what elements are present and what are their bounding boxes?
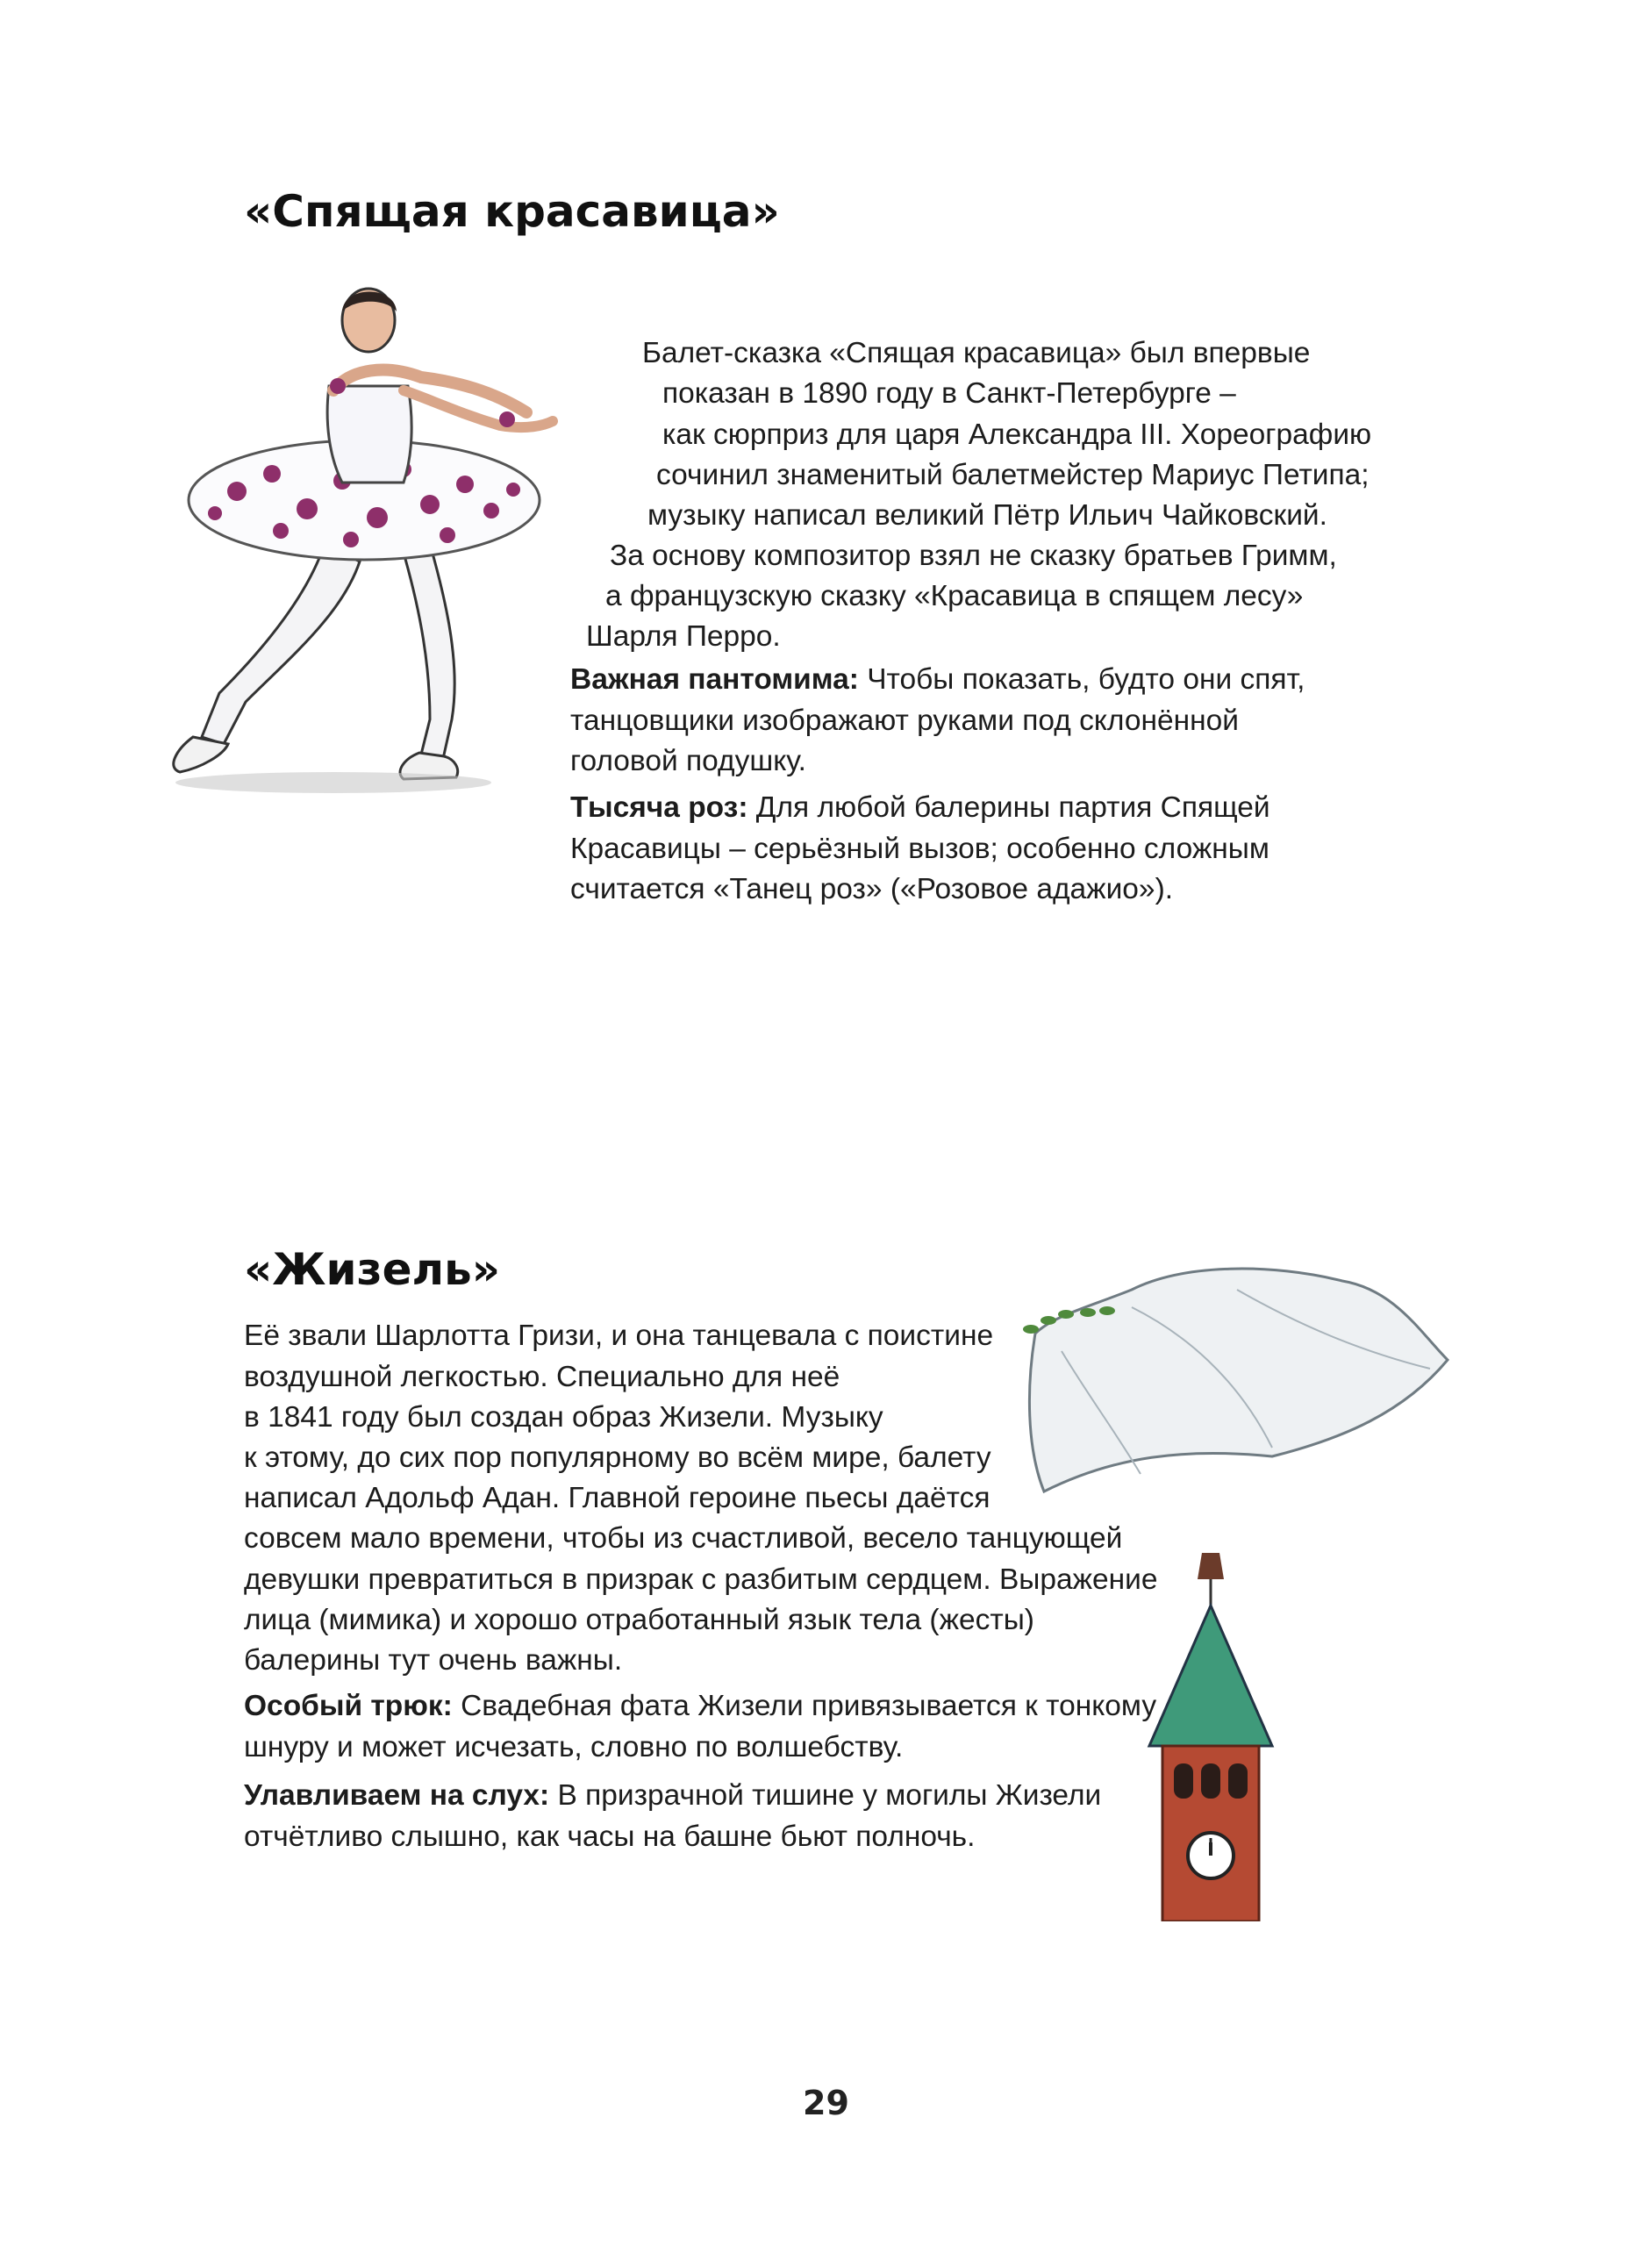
veil-illustration — [1009, 1255, 1465, 1509]
giselle-intro-line: воздушной легкостью. Специально для неё — [244, 1361, 840, 1393]
pantomime-text: Чтобы показать, будто они спят, — [858, 663, 1305, 696]
ballerina-illustration — [140, 281, 632, 807]
ground-shadow — [175, 772, 491, 793]
flower-band-left — [330, 378, 346, 394]
pantomime-text: головой подушку. — [570, 745, 806, 777]
pantomime-label: Важная пантомима: — [570, 663, 859, 696]
ballerina-left-shoe — [174, 737, 228, 772]
hearing-label: Улавливаем на слух: — [244, 1779, 550, 1812]
giselle-intro-line: девушки превратиться в призрак с разбитым сердцем. Выражение — [244, 1563, 1158, 1596]
giselle-intro-line: лица (мимика) и хорошо отработанный язык тела (жесты) — [244, 1604, 1034, 1636]
giselle-title: «Жизель» — [244, 1244, 501, 1295]
giselle-intro-line: в 1841 году был создан образ Жизели. Музыку — [244, 1401, 883, 1434]
hearing-text: В призрачной тишине у могилы Жизели — [549, 1779, 1102, 1812]
ballerina-right-leg — [404, 544, 454, 759]
hearing-paragraph — [244, 1776, 1101, 1857]
hearing-text: отчётливо слышно, как часы на башне бьют полночь. — [244, 1820, 976, 1853]
intro-line: сочинил знаменитый балетмейстер Мариус Петипа; — [656, 459, 1370, 491]
pantomime-text: танцовщики изображают руками под склонённой — [570, 704, 1239, 737]
trick-paragraph — [244, 1686, 1156, 1768]
ballerina-bodice — [327, 386, 411, 483]
roses-text: считается «Танец роз» («Розовое адажио»). — [570, 873, 1174, 905]
page-number: 29 — [803, 2084, 849, 2122]
trick-text: шнуру и может исчезать, словно по волшебству. — [244, 1730, 904, 1763]
intro-line: За основу композитор взял не сказку братьев Гримм, — [610, 540, 1337, 572]
roses-paragraph — [570, 788, 1270, 911]
intro-line: Балет-сказка «Спящая красавица» был впервые — [642, 337, 1311, 369]
giselle-intro-line: к этому, до сих пор популярному во всём мире, балету — [244, 1441, 991, 1474]
intro-line: Шарля Перро. — [586, 620, 781, 653]
ballerina-left-leg — [202, 544, 360, 744]
sleeping-beauty-title: «Спящая красавица» — [244, 186, 780, 237]
intro-line: а французскую сказку «Красавица в спящем лесу» — [605, 580, 1304, 612]
giselle-intro-line: Её звали Шарлотта Гризи, и она танцевала с поистине — [244, 1320, 994, 1352]
giselle-intro-line: совсем мало времени, чтобы из счастливой, весело танцующей — [244, 1522, 1123, 1555]
clock-tower-illustration — [1141, 1544, 1281, 1921]
trick-text: Свадебная фата Жизели привязывается к тонкому — [452, 1690, 1157, 1722]
intro-line: музыку написал великий Пётр Ильич Чайковский. — [647, 499, 1327, 532]
roses-text: Для любой балерины партия Спящей — [747, 791, 1270, 824]
veil-fabric — [1029, 1269, 1448, 1491]
weathervane-rooster — [1198, 1553, 1224, 1579]
intro-line: как сюрприз для царя Александра III. Хореографию — [662, 418, 1372, 451]
trick-label: Особый трюк: — [244, 1690, 453, 1722]
roses-label: Тысяча роз: — [570, 791, 748, 824]
roses-text: Красавицы – серьёзный вызов; особенно сложным — [570, 832, 1269, 865]
pantomime-paragraph — [570, 660, 1305, 783]
giselle-intro-line: написал Адольф Адан. Главной героине пьесы даётся — [244, 1482, 990, 1514]
giselle-intro-line: балерины тут очень важны. — [244, 1644, 623, 1677]
tower-roof — [1149, 1606, 1272, 1746]
flower-band-right — [499, 411, 515, 427]
intro-line: показан в 1890 году в Санкт-Петербурге – — [662, 377, 1236, 410]
